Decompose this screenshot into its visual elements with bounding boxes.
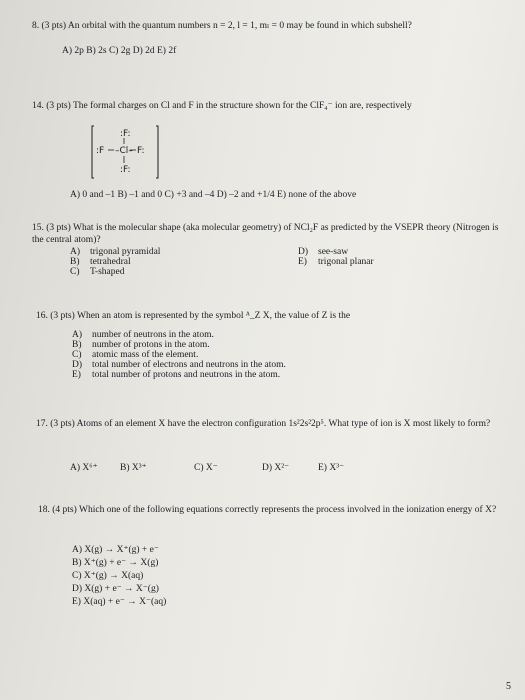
question-18-choice-b: B) X⁺(g) + e⁻ → X(g) <box>72 558 159 568</box>
question-15-text: 15. (3 pts) What is the molecular shape (aka molecular geometry) of NCl₂F as predicted by the VSEPR theory (Nitrogen is the central atom)? <box>32 223 499 245</box>
question-18-choice-d: D) X(g) + e⁻ → X⁻(g) <box>72 584 159 594</box>
lewis-left-fluorine: :F <box>96 146 105 156</box>
question-17-choice-b: B) X³⁺ <box>120 463 147 473</box>
question-16-choice-a: A) number of neutrons in the atom. <box>72 330 214 340</box>
question-15 <box>32 222 502 246</box>
lewis-center-chlorine: –Cl– <box>115 146 133 156</box>
question-18-text: 18. (4 pts) Which one of the following equations correctly represents the process involved in the ionization energy of X? <box>38 505 497 515</box>
question-17-choice-d: D) X²⁻ <box>262 463 290 473</box>
question-18-choice-e: E) X(aq) + e⁻ → X⁻(aq) <box>72 597 167 607</box>
question-16-choice-b: B) number of protons in the atom. <box>72 340 210 350</box>
question-15-choice-e: E) trigonal planar <box>298 257 374 267</box>
question-15-choice-b: B) tetrahedral <box>70 257 131 267</box>
question-15-choice-c: C) T-shaped <box>70 267 125 277</box>
question-18-choice-c: C) X⁺(g) → X(aq) <box>72 571 144 581</box>
question-16-choice-c: C) atomic mass of the element. <box>72 350 199 360</box>
question-14 <box>32 100 512 112</box>
question-8-text: 8. (3 pts) An orbital with the quantum numbers n = 2, l = 1, mₗ = 0 may be found in which subshell? <box>32 21 412 31</box>
question-15-choice-d: D) see-saw <box>298 247 349 257</box>
question-18 <box>38 504 508 516</box>
question-16-text: 16. (3 pts) When an atom is represented by the symbol ᴬ_Z X, the value of Z is the <box>36 311 351 321</box>
question-15-choice-a: A) trigonal pyramidal <box>70 247 161 257</box>
question-14-text: 14. (3 pts) The formal charges on Cl and F in the structure shown for the ClF₄⁻ ion are, respectively <box>32 101 412 111</box>
question-8-choices: A) 2p B) 2s C) 2g D) 2d E) 2f <box>62 46 177 56</box>
question-17-choice-a: A) X⁶⁺ <box>70 463 98 473</box>
question-18-choice-a: A) X(g) → X⁺(g) + e⁻ <box>72 545 159 555</box>
question-17-choice-e: E) X³⁻ <box>318 463 345 473</box>
question-17-choice-c: C) X⁻ <box>194 463 218 473</box>
lewis-right-fluorine: F: <box>137 146 145 156</box>
question-17 <box>36 418 506 430</box>
question-16-choice-e: E) total number of protons and neutrons in the atom. <box>72 370 281 380</box>
lewis-structure-diagram <box>90 122 160 180</box>
page-number: 5 <box>506 681 511 692</box>
lewis-bottom-fluorine: :F: <box>120 165 131 175</box>
question-16 <box>36 310 506 322</box>
question-16-choice-d: D) total number of electrons and neutrons in the atom. <box>72 360 286 370</box>
question-17-text: 17. (3 pts) Atoms of an element X have the electron configuration 1s²2s²2p⁵. What type of ion is X most likely to form? <box>36 419 491 429</box>
question-8 <box>32 20 502 32</box>
question-14-choices: A) 0 and –1 B) –1 and 0 C) +3 and –4 D) –2 and +1/4 E) none of the above <box>70 190 357 200</box>
lewis-top-fluorine: :F: <box>120 129 131 139</box>
